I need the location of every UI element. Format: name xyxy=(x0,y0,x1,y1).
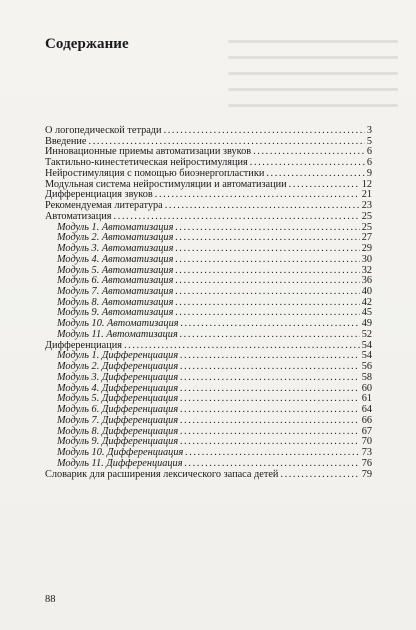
toc-entry-page: 56 xyxy=(361,361,372,373)
toc-entry-page: 6 xyxy=(366,146,372,158)
toc-entry-page: 25 xyxy=(361,221,372,233)
toc-entry-title: Тактильно-кинестетическая нейростимуляция xyxy=(45,157,248,169)
toc-entry-title: Рекомендуемая литература xyxy=(45,200,163,212)
contents-heading: Содержание xyxy=(45,36,129,52)
table-of-contents xyxy=(45,126,372,480)
dot-leader xyxy=(180,405,360,416)
toc-entry-page: 52 xyxy=(361,328,372,340)
toc-entry-title: Модуль 9. Автоматизация xyxy=(57,307,174,319)
toc-entry-title: О логопедической тетради xyxy=(45,125,162,136)
toc-entry-title: Модуль 9. Дифференциация xyxy=(57,436,179,448)
toc-entry-page: 60 xyxy=(361,382,372,394)
toc-entry-title: Дифференциация xyxy=(45,339,122,351)
dot-leader xyxy=(175,298,359,309)
dot-leader xyxy=(185,459,360,470)
dot-leader xyxy=(175,266,359,277)
toc-entry-title: Модуль 6. Автоматизация xyxy=(57,275,174,287)
toc-entry xyxy=(45,459,372,470)
dot-leader xyxy=(114,212,360,223)
dot-leader xyxy=(180,416,360,427)
dot-leader xyxy=(180,384,360,395)
show-through-text xyxy=(228,40,398,130)
toc-entry-title: Модуль 5. Автоматизация xyxy=(57,264,174,276)
page-number: 88 xyxy=(45,594,56,605)
toc-entry-page: 42 xyxy=(361,296,372,308)
dot-leader xyxy=(180,351,360,362)
dot-leader xyxy=(180,427,360,438)
toc-entry xyxy=(45,255,372,266)
toc-entry-title: Модуль 8. Автоматизация xyxy=(57,296,174,308)
toc-entry-title: Модуль 7. Автоматизация xyxy=(57,286,174,298)
toc-entry xyxy=(45,373,372,384)
dot-leader xyxy=(180,437,360,448)
toc-entry-page: 54 xyxy=(361,350,372,362)
toc-entry-title: Модуль 11. Дифференциация xyxy=(57,457,183,469)
toc-entry-page: 25 xyxy=(361,210,372,222)
toc-entry-page: 58 xyxy=(361,371,372,383)
dot-leader xyxy=(175,255,359,266)
toc-entry-page: 32 xyxy=(361,264,372,276)
toc-entry-page: 70 xyxy=(361,436,372,448)
dot-leader xyxy=(175,233,359,244)
dot-leader xyxy=(175,223,359,234)
toc-entry-title: Модуль 3. Автоматизация xyxy=(57,243,174,255)
toc-entry-title: Модуль 2. Дифференциация xyxy=(57,361,179,373)
dot-leader xyxy=(289,180,360,191)
toc-entry xyxy=(45,212,372,223)
toc-entry-page: 30 xyxy=(361,253,372,265)
toc-entry-page: 73 xyxy=(361,447,372,459)
dot-leader xyxy=(155,190,360,201)
toc-entry-title: Модуль 10. Дифференциация xyxy=(57,447,184,459)
dot-leader xyxy=(164,126,365,137)
dot-leader xyxy=(175,287,359,298)
dot-leader xyxy=(180,362,360,373)
toc-entry-page: 5 xyxy=(366,135,372,147)
toc-entry-page: 76 xyxy=(361,457,372,469)
toc-entry-title: Модуль 10. Автоматизация xyxy=(57,318,179,330)
toc-entry-title: Нейростимуляция с помощью биоэнергопластики xyxy=(45,167,265,179)
toc-entry-page: 54 xyxy=(361,339,372,351)
toc-entry-title: Модуль 11. Автоматизация xyxy=(57,328,178,340)
dot-leader xyxy=(280,470,359,481)
toc-entry-title: Модуль 8. Дифференциация xyxy=(57,425,179,437)
toc-entry xyxy=(45,470,372,481)
toc-entry-title: Модуль 3. Дифференциация xyxy=(57,371,179,383)
dot-leader xyxy=(180,394,360,405)
toc-entry-page: 27 xyxy=(361,232,372,244)
toc-entry xyxy=(45,126,372,137)
dot-leader xyxy=(180,330,360,341)
toc-entry-page: 79 xyxy=(361,468,372,480)
toc-entry-page: 23 xyxy=(361,200,372,212)
toc-entry-title: Модульная система нейростимуляции и автоматизации xyxy=(45,178,287,190)
dot-leader xyxy=(185,448,359,459)
dot-leader xyxy=(181,319,360,330)
dot-leader xyxy=(175,308,359,319)
toc-entry-page: 12 xyxy=(361,178,372,190)
dot-leader xyxy=(175,244,359,255)
toc-entry-title: Модуль 4. Автоматизация xyxy=(57,253,174,265)
toc-entry-page: 45 xyxy=(361,307,372,319)
dot-leader xyxy=(180,373,360,384)
toc-entry-page: 36 xyxy=(361,275,372,287)
toc-entry-title: Модуль 1. Дифференциация xyxy=(57,350,179,362)
toc-entry-title: Введение xyxy=(45,135,87,147)
dot-leader xyxy=(165,201,360,212)
toc-entry-title: Модуль 7. Дифференциация xyxy=(57,414,179,426)
toc-entry-page: 40 xyxy=(361,286,372,298)
toc-entry-title: Дифференциация звуков xyxy=(45,189,153,201)
toc-entry-title: Модуль 4. Дифференциация xyxy=(57,382,179,394)
toc-entry-title: Инновационные приемы автоматизации звуков xyxy=(45,146,252,158)
toc-entry-page: 21 xyxy=(361,189,372,201)
toc-entry-page: 64 xyxy=(361,404,372,416)
toc-entry-page: 6 xyxy=(366,157,372,169)
toc-entry-page: 66 xyxy=(361,414,372,426)
toc-entry-title: Модуль 6. Дифференциация xyxy=(57,404,179,416)
toc-entry-title: Словарик для расширения лексического запаса детей xyxy=(45,468,279,480)
toc-entry-title: Модуль 5. Дифференциация xyxy=(57,393,179,405)
toc-entry-page: 49 xyxy=(361,318,372,330)
toc-entry-title: Автоматизация xyxy=(45,210,112,222)
toc-entry-page: 29 xyxy=(361,243,372,255)
dot-leader xyxy=(253,147,365,158)
toc-entry xyxy=(45,416,372,427)
toc-entry-page: 3 xyxy=(366,125,372,136)
toc-entry-page: 61 xyxy=(361,393,372,405)
toc-entry-page: 67 xyxy=(361,425,372,437)
toc-entry-title: Модуль 2. Автоматизация xyxy=(57,232,174,244)
dot-leader xyxy=(250,158,365,169)
toc-entry-title: Модуль 1. Автоматизация xyxy=(57,221,174,233)
toc-entry-page: 9 xyxy=(366,167,372,179)
dot-leader xyxy=(175,276,359,287)
